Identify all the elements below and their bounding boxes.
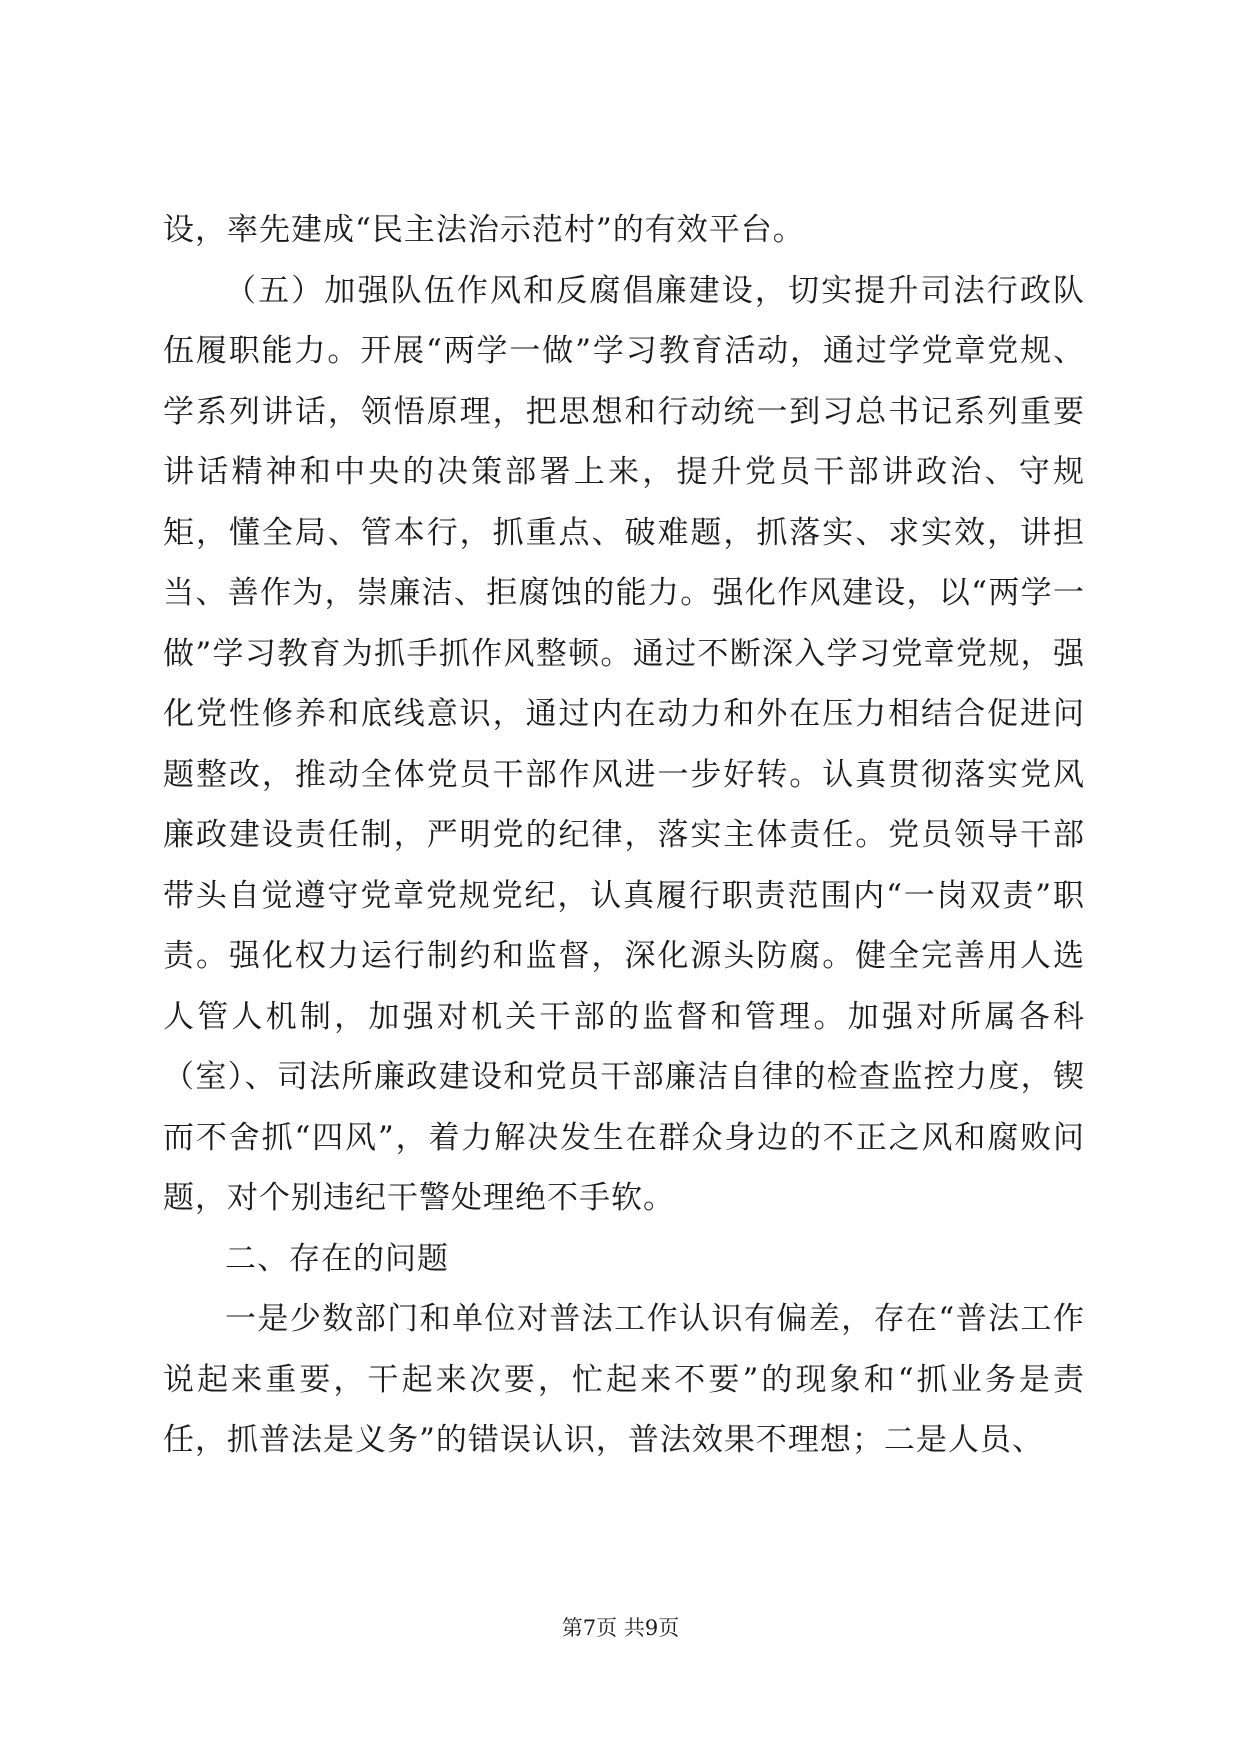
paragraph-section-five: （五）加强队伍作风和反腐倡廉建设，切实提升司法行政队伍履职能力。开展“两学一做”学习教育活动，通过学党章党规、学系列讲话，领悟原理，把思想和行动统一到习总书记系列重要讲话精神和中央的决策部署上来，提升党员干部讲政治、守规矩，懂全局、管本行，抓重点、破难题，抓落实、求实效，讲担当、善作为，崇廉洁、拒腐蚀的能力。强化作风建设，以“两学一做”学习教育为抓手抓作风整顿。通过不断深入学习党章党规，强化党性修养和底线意识，通过内在动力和外在压力相结合促进问题整改，推动全体党员干部作风进一步好转。认真贯彻落实党风廉政建设责任制，严明党的纪律，落实主体责任。党员领导干部带头自觉遵守党章党规党纪，认真履行职责范围内“一岗双责”职责。强化权力运行制约和监督，深化源头防腐。健全完善用人选人管人机制，加强对机关干部的监督和管理。加强对所属各科（室）、司法所廉政建设和党员干部廉洁自律的检查监控力度，锲而不舍抓“四风”，着力解决发生在群众身边的不正之风和腐败问题，对个别违纪干警处理绝不手软。 [163, 272, 1085, 1216]
section-heading-problems: 二、存在的问题 [225, 1240, 449, 1277]
page-number-footer: 第7页 共9页 [561, 1616, 680, 1640]
paragraph-continuation: 设，率先建成“民主法治示范村”的有效平台。 [163, 212, 805, 248]
document-body [163, 200, 1085, 1471]
paragraph-problems: 一是少数部门和单位对普法工作认识有偏差，存在“普法工作说起来重要，干起来次要，忙起来不要”的现象和“抓业务是责任，抓普法是义务”的错误认识，普法效果不理想；二是人员、 [163, 1301, 1085, 1458]
